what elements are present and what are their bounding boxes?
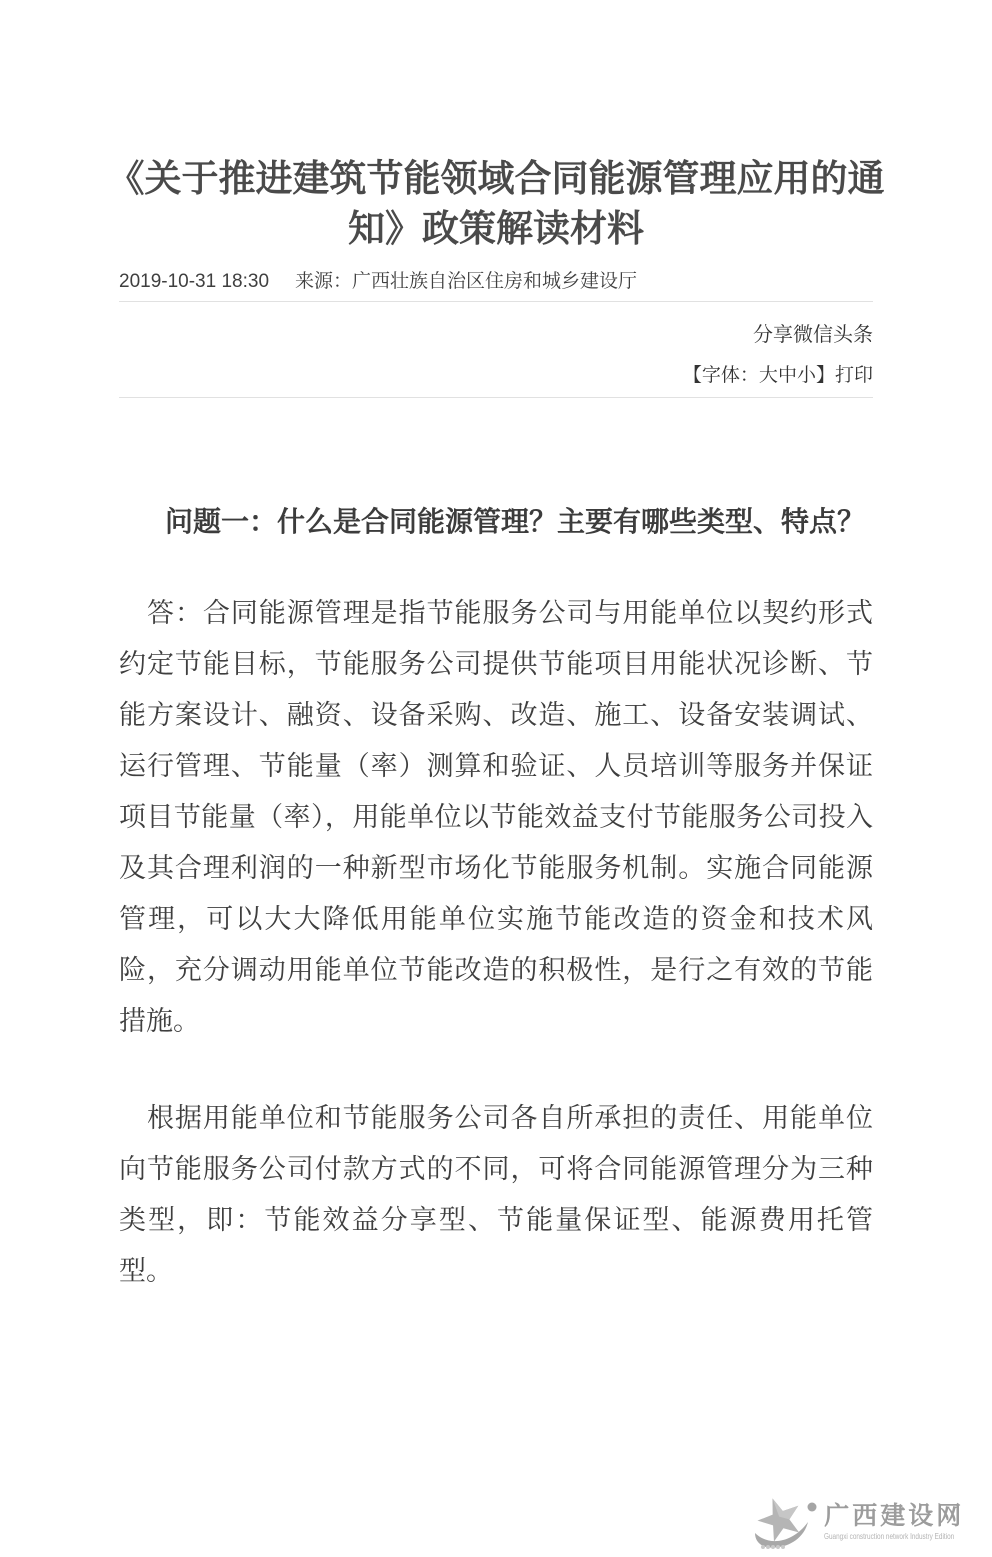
source-label: 来源： [295, 271, 353, 292]
question-heading: 问题一：什么是合同能源管理？主要有哪些类型、特点？ [165, 506, 866, 537]
site-subtitle: Guangxi construction network Industry Edition [824, 1532, 955, 1542]
source-name: 广西壮族自治区住房和城乡建设厅 [352, 271, 638, 292]
page-title: 《关于推进建筑节能领域合同能源管理应用的通知》政策解读材料 [107, 158, 885, 249]
article-body [119, 502, 873, 1297]
font-size-small-button[interactable]: 小 [796, 365, 816, 386]
paragraph-answer: 答：合同能源管理是指节能服务公司与用能单位以契约形式约定节能目标，节能服务公司提供节能项目用能状况诊断、节能方案设计、融资、设备采购、改造、施工、设备安装调试、运行管理、节能量（率）测算和验证、人员培训等服务并保证项目节能量（率），用能单位以节能效益支付节能服务公司投入及其合理利润的一种新型市场化节能服务机制。实施合同能源管理，可以大大降低用能单位实施节能改造的资金和技术风险，充分调动用能单位节能改造的积极性，是行之有效的节能措施。 [119, 598, 873, 1036]
share-wechat-toutiao-link[interactable]: 分享微信头条 [753, 324, 873, 346]
site-logo [748, 1492, 987, 1552]
share-row [119, 302, 873, 347]
star-swoosh-icon [748, 1492, 822, 1552]
article-page [0, 154, 992, 1542]
paragraph-types: 根据用能单位和节能服务公司各自所承担的责任、用能单位向节能服务公司付款方式的不同，可将合同能源管理分为三种类型，即：节能效益分享型、节能量保证型、能源费用托管型。 [119, 1103, 873, 1286]
font-widget-suffix: 】 [815, 365, 835, 386]
publish-time: 2019-10-31 18:30 [119, 271, 270, 292]
site-name: 广西建设网 [824, 1502, 965, 1530]
font-size-large-button[interactable]: 大 [758, 365, 778, 386]
meta-row [119, 254, 873, 302]
print-button[interactable]: 打印 [834, 365, 873, 386]
font-widget-prefix: 【字体： [682, 365, 759, 386]
site-logo-text [824, 1503, 987, 1542]
font-size-print-row [119, 347, 873, 398]
font-size-medium-button[interactable]: 中 [777, 365, 797, 386]
